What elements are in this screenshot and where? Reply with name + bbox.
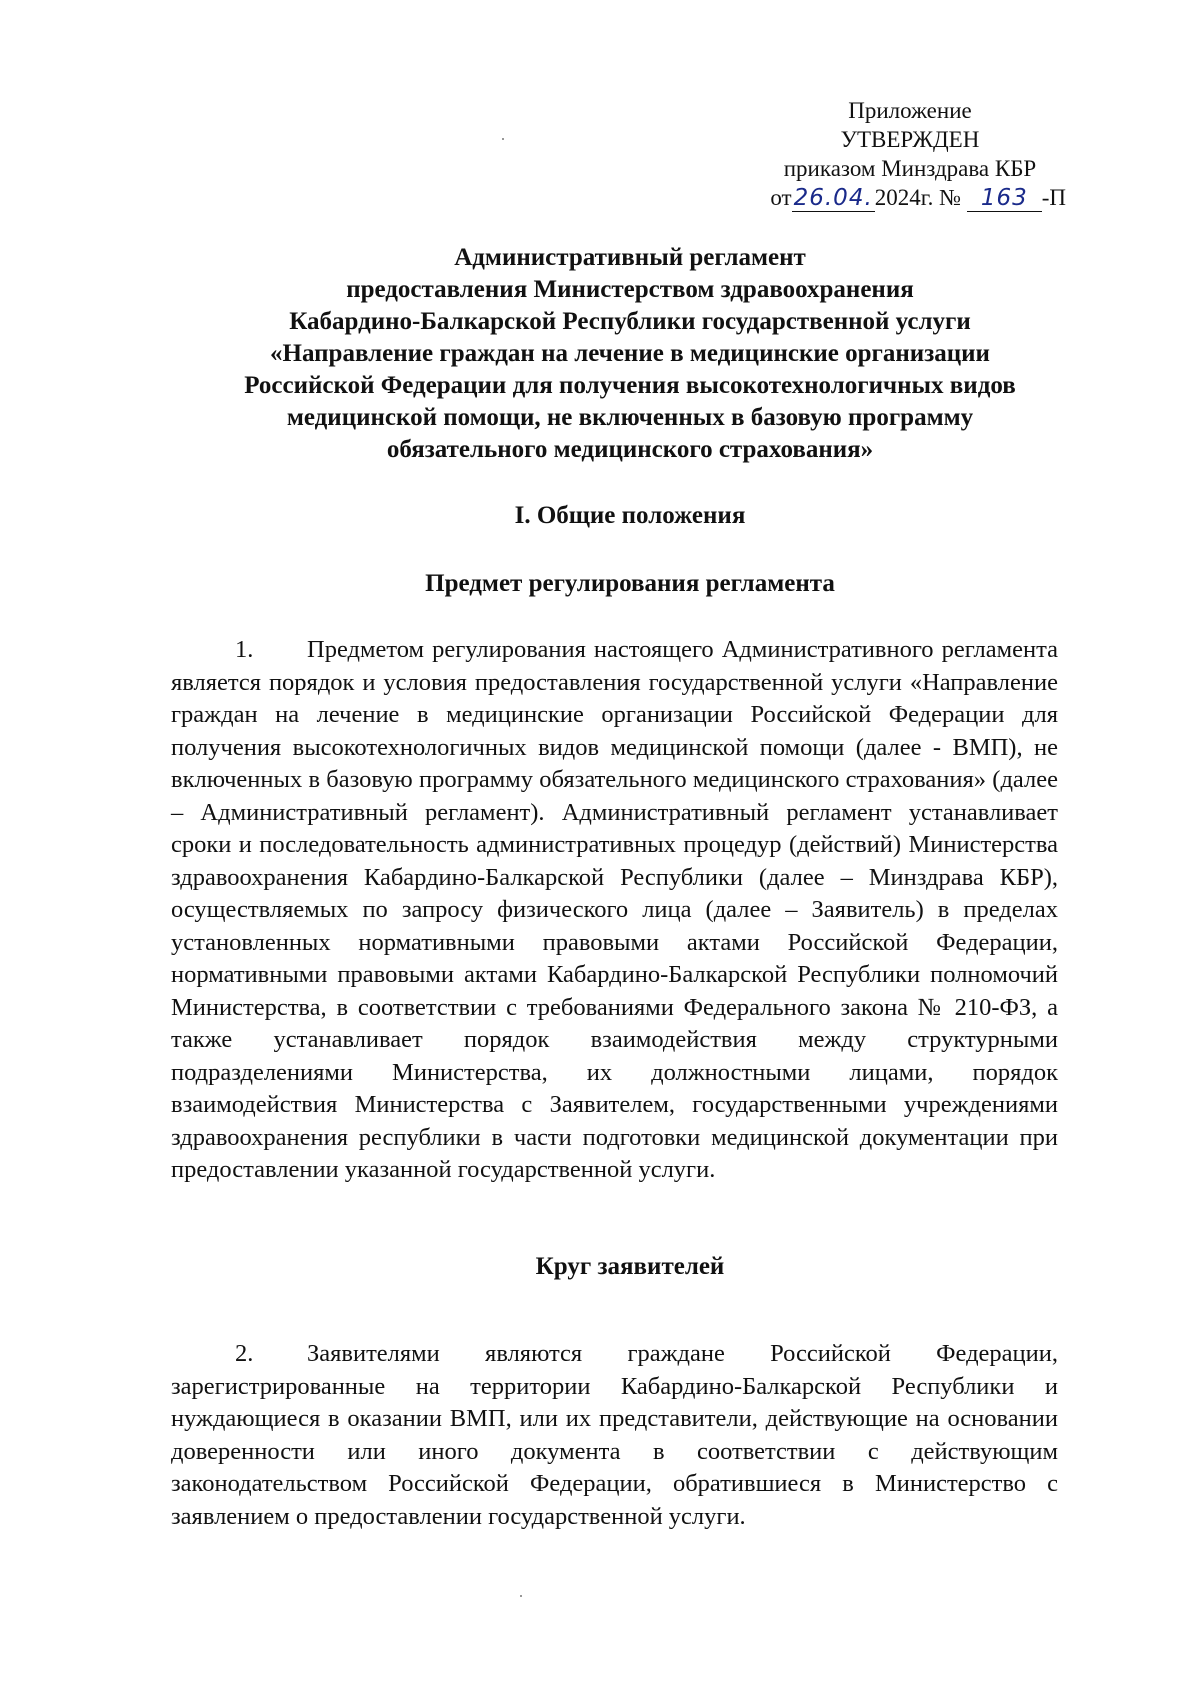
title-line-1: Административный регламент xyxy=(454,244,806,271)
handwritten-date: 26.04. xyxy=(793,185,873,211)
section-heading-general: I. Общие положения xyxy=(514,502,746,529)
title-line-6: медицинской помощи, не включенных в базовую программу xyxy=(286,404,974,431)
approved-label: УТВЕРЖДЕН xyxy=(840,127,980,152)
approval-block xyxy=(760,96,1066,213)
paragraph-2-number: 2. xyxy=(235,1340,254,1367)
scan-speck xyxy=(520,1595,522,1597)
title-line-4: «Направление граждан на лечение в медицинские организации xyxy=(270,340,990,367)
date-prefix: от xyxy=(770,185,792,210)
section-heading-applicants: Круг заявителей xyxy=(535,1253,725,1280)
paragraph-2-text: Заявителями являются граждане Российской Федерации, зарегистрированные на территории Кабардино-Балкарской Республики и нуждающиеся в оказании ВМП, или их представители, действующие на основании доверенности или иного документа в соответствии с действующим законодательством Российской Федерации, обратившиеся в Министерство с заявлением о предоставлении государственной услуги. xyxy=(171,1340,1058,1530)
order-date-line xyxy=(760,183,1066,213)
number-suffix: -П xyxy=(1041,185,1066,210)
title-line-7: обязательного медицинского страхования» xyxy=(386,436,874,463)
date-year: 2024г. № xyxy=(874,185,962,210)
paragraph-1-number: 1. xyxy=(235,636,254,663)
scan-speck xyxy=(502,138,504,140)
paragraph-1 xyxy=(171,634,1058,1187)
order-label: приказом Минздрава КБР xyxy=(783,156,1037,181)
paragraph-2 xyxy=(171,1338,1058,1533)
appendix-label: Приложение xyxy=(848,98,972,123)
handwritten-number: 163 xyxy=(967,185,1042,212)
title-line-5: Российской Федерации для получения высокотехнологичных видов xyxy=(244,372,1016,399)
document-title xyxy=(170,242,1090,466)
title-line-2: предоставления Министерством здравоохранения xyxy=(346,276,914,303)
paragraph-1-text: Предметом регулирования настоящего Административного регламента является порядок и условия предоставления государственной услуги «Направление граждан на лечение в медицинские организации Российской Федерации для получения высокотехнологичных видов медицинской помощи (далее - ВМП), не включенных в базовую программу обязательного медицинского страхования» (далее – Административный регламент). Административный регламент устанавливает сроки и последовательность административных процедур (действий) Министерства здравоохранения Кабардино-Балкарской Республики (далее – Минздрава КБР), осуществляемых по запросу физического лица (далее – Заявитель) в пределах установленных нормативными правовыми актами Российской Федерации, нормативными правовыми актами Кабардино-Балкарской Республики полномочий Министерства, в соответствии с требованиями Федерального закона № 210-ФЗ, а также устанавливает порядок взаимодействия между структурными подразделениями Министерства, их должностными лицами, порядок взаимодействия Министерства с Заявителем, государственными учреждениями здравоохранения республики в части подготовки медицинской документации при предоставлении указанной государственной услуги. xyxy=(171,636,1058,1183)
title-line-3: Кабардино-Балкарской Республики государственной услуги xyxy=(289,308,971,335)
section-subheading-subject: Предмет регулирования регламента xyxy=(425,570,835,597)
